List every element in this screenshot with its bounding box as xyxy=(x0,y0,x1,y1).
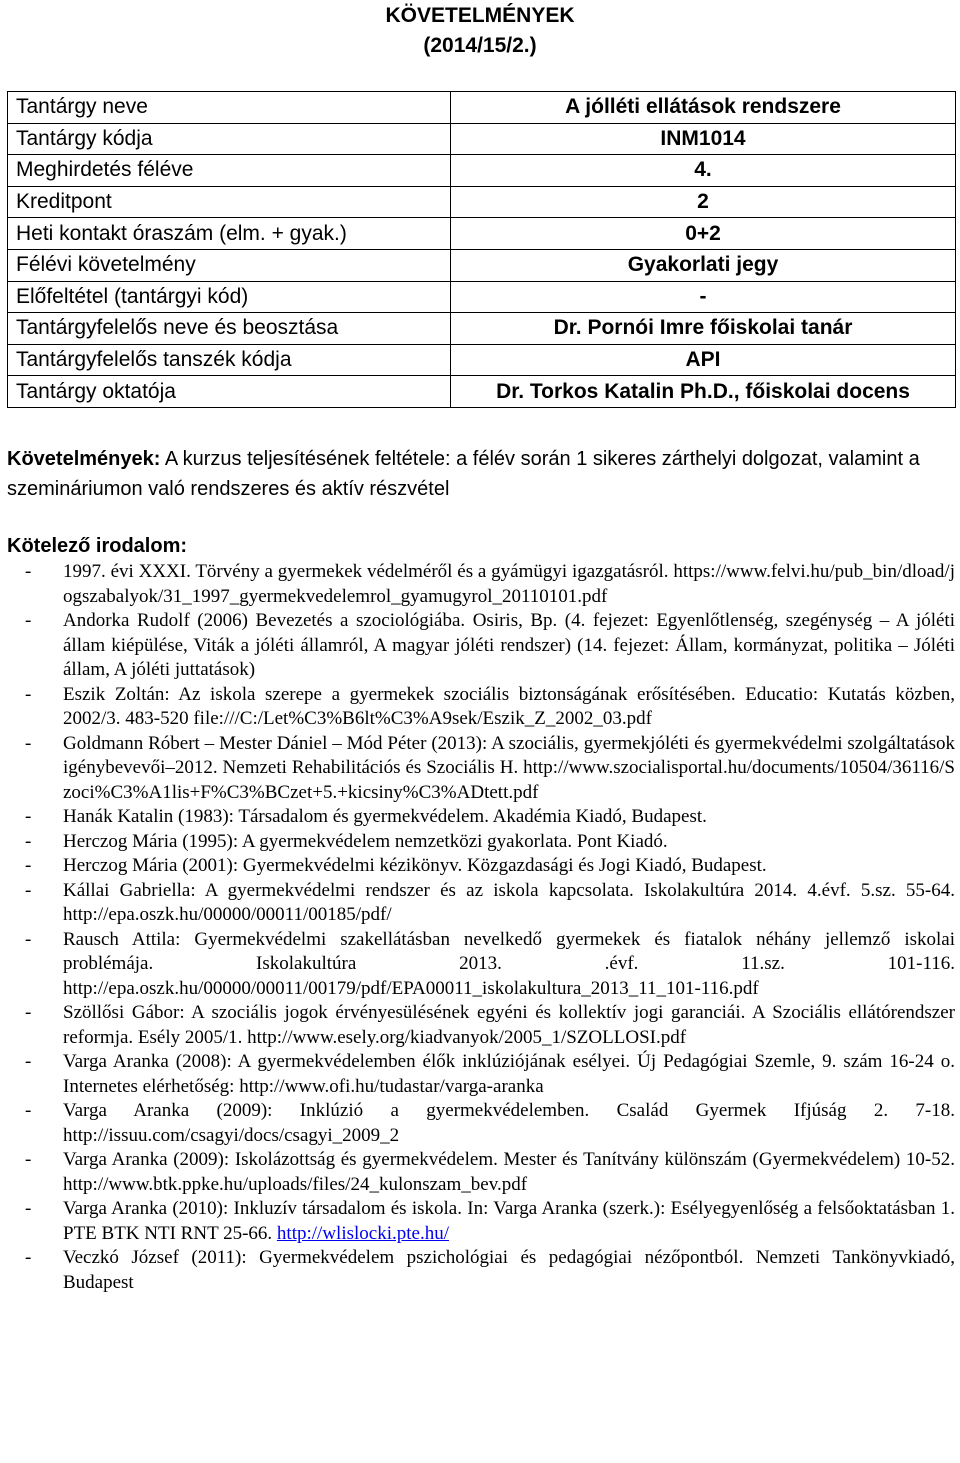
list-item xyxy=(7,683,955,732)
info-label: Meghirdetés féléve xyxy=(8,155,451,187)
list-item xyxy=(7,732,955,806)
reference-text: Varga Aranka (2008): A gyermekvédelemben élők inklúziójának esélyei. Új Pedagógiai Szemle, 9. szám 16-24 o. Internetes elérhetőség: http://www.ofi.hu/tudastar/varga-aranka xyxy=(63,1051,955,1097)
info-label: Tantárgyfelelős neve és beosztása xyxy=(8,313,451,345)
info-value: 4. xyxy=(451,155,956,187)
info-value: Dr. Torkos Katalin Ph.D., főiskolai docens xyxy=(451,376,956,408)
reference-text: Szöllősi Gábor: A szociális jogok érvényesülésének egyéni és kollektív jogi garanciái. A Szociális ellátórendszer reformja. Esély 2005/1. http://www.esely.org/kiadvanyok/2005_1/SZOLLOSI.pdf xyxy=(63,1002,955,1048)
info-value: 0+2 xyxy=(451,218,956,250)
table-row xyxy=(8,186,956,218)
info-label: Tantárgy kódja xyxy=(8,123,451,155)
list-item xyxy=(7,1148,955,1197)
info-label: Előfeltétel (tantárgyi kód) xyxy=(8,281,451,313)
table-row xyxy=(8,249,956,281)
list-item xyxy=(7,1050,955,1099)
list-item xyxy=(7,1197,955,1246)
reference-text: Andorka Rudolf (2006) Bevezetés a szociológiába. Osiris, Bp. (4. fejezet: Egyenlőtlenség, szegénység – A jóléti állam kiépülése, Viták a jóléti államról, A magyar jóléti rendszer) (14. fejezet: Állam, kormányzat, politika – Jóléti állam, A jóléti juttatások) xyxy=(63,610,955,680)
reference-text: 1997. évi XXXI. Törvény a gyermekek védelméről és a gyámügyi igazgatásról. https://www.felvi.hu/pub_bin/dload/jogszabalyok/31_1997_gyermekvedelemrol_gyamugyrol_20110101.pdf xyxy=(63,561,955,607)
list-item xyxy=(7,1099,955,1148)
info-value: API xyxy=(451,344,956,376)
list-item xyxy=(7,560,955,609)
document-title: KÖVETELMÉNYEK xyxy=(385,4,575,27)
table-row xyxy=(8,155,956,187)
reference-text: Eszik Zoltán: Az iskola szerepe a gyermekek szociális biztonságának erősítésében. Educatio: Kutatás közben, 2002/3. 483-520 file:///C:/Let%C3%B6lt%C3%A9sek/Eszik_Z_2002_03.pdf xyxy=(63,683,955,729)
list-item xyxy=(7,1001,955,1050)
reference-text: Herczog Mária (2001): Gyermekvédelmi kézikönyv. Közgazdasági és Jogi Kiadó, Budapest. xyxy=(63,855,767,876)
info-label: Kreditpont xyxy=(8,186,451,218)
reference-text: Herczog Mária (1995): A gyermekvédelem nemzetközi gyakorlata. Pont Kiadó. xyxy=(63,830,668,852)
info-value: 2 xyxy=(451,186,956,218)
info-label: Tantárgy oktatója xyxy=(8,376,451,408)
reference-text: Varga Aranka (2010): Inkluzív társadalom és iskola. In: Varga Aranka (szerk.): Esélyegyenlőség a felsőoktatásban 1. PTE BTK NTI RNT 25-66. xyxy=(63,1198,955,1244)
reference-text: Kállai Gabriella: A gyermekvédelmi rendszer és az iskola kapcsolata. Iskolakultúra 2014. 4.évf. 5.sz. 55-64. http://epa.oszk.hu/00000/00011/00185/pdf/ xyxy=(63,879,955,925)
info-value: Gyakorlati jegy xyxy=(451,249,956,281)
table-row xyxy=(8,218,956,250)
requirements-label: Követelmények: xyxy=(7,448,161,470)
reference-text: Veczkó József (2011): Gyermekvédelem pszichológiai és pedagógiai nézőpontból. Nemzeti Tankönyvkiadó, Budapest xyxy=(63,1247,955,1293)
list-item xyxy=(7,609,955,683)
reference-link[interactable]: http://wlislocki.pte.hu/ xyxy=(276,1222,449,1244)
reference-text: Rausch Attila: Gyermekvédelmi szakellátásban nevelkedő gyermekek és fiatalok néhány jellemző iskolai problémája. Iskolakultúra 2013. .évf. 11.sz. 101-116. http://epa.oszk.hu/00000/00011/00179/pdf/EPA00011_iskolakultura_2013_11_101-116.pdf xyxy=(63,928,955,999)
list-item xyxy=(7,805,955,830)
info-label: Tantárgyfelelős tanszék kódja xyxy=(8,344,451,376)
info-value: Dr. Pornói Imre főiskolai tanár xyxy=(451,313,956,345)
course-info-table xyxy=(7,91,956,408)
document-period: (2014/15/2.) xyxy=(423,34,537,57)
reference-text: Varga Aranka (2009): Inklúzió a gyermekvédelemben. Család Gyermek Ifjúság 2. 7-18. http://issuu.com/csagyi/docs/csagyi_2009_2 xyxy=(63,1100,955,1146)
table-row xyxy=(8,344,956,376)
info-value: A jólléti ellátások rendszere xyxy=(451,92,956,124)
list-item xyxy=(7,854,955,879)
list-item xyxy=(7,1246,955,1295)
reference-text: Varga Aranka (2009): Iskolázottság és gyermekvédelem. Mester és Tanítvány különszám (Gyermekvédelem) 10-52. http://www.btk.ppke.hu/uploads/files/24_kulonszam_bev.pdf xyxy=(63,1149,955,1195)
table-row xyxy=(8,281,956,313)
list-item xyxy=(7,928,955,1002)
literature-list xyxy=(7,560,955,1295)
info-label: Félévi követelmény xyxy=(8,249,451,281)
list-item xyxy=(7,879,955,928)
reference-text: Hanák Katalin (1983): Társadalom és gyermekvédelem. Akadémia Kiadó, Budapest. xyxy=(63,806,707,827)
literature-heading: Kötelező irodalom: xyxy=(7,535,188,557)
info-label: Tantárgy neve xyxy=(8,92,451,124)
info-value: INM1014 xyxy=(451,123,956,155)
requirements-text: A kurzus teljesítésének feltétele: a félév során 1 sikeres zárthelyi dolgozat, valamint a szemináriumon való rendszeres és aktív részvétel xyxy=(7,448,920,500)
table-row xyxy=(8,313,956,345)
requirements-paragraph xyxy=(7,444,953,504)
info-label: Heti kontakt óraszám (elm. + gyak.) xyxy=(8,218,451,250)
reference-text: Goldmann Róbert – Mester Dániel – Mód Péter (2013): A szociális, gyermekjóléti és gyermekvédelmi szolgáltatások igénybevevői–2012. Nemzeti Rehabilitációs és Szociális H. http://www.szocialisportal.hu/documents/10504/36116/Szoci%C3%A1lis+F%C3%BCzet+5.+kicsiny%C3%ADtett.pdf xyxy=(63,732,955,803)
info-value: - xyxy=(451,281,956,313)
table-row xyxy=(8,92,956,124)
list-item xyxy=(7,830,955,855)
table-row xyxy=(8,376,956,408)
table-row xyxy=(8,123,956,155)
